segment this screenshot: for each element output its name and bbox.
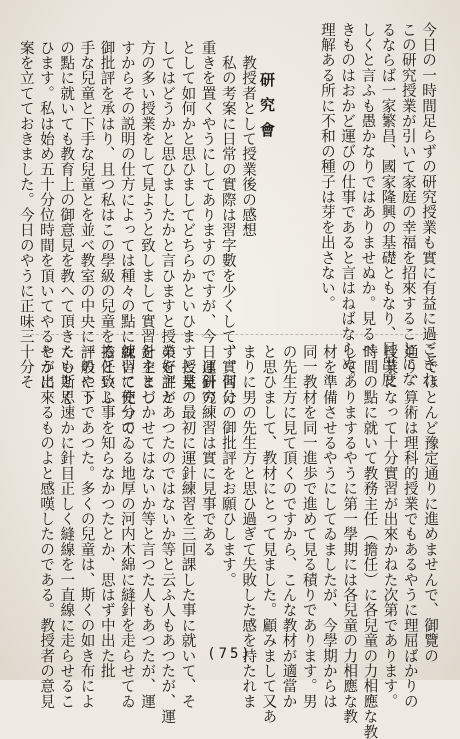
text-line: 授業になって十分實習が出來かねた次第であります。 bbox=[381, 344, 399, 709]
text-line: きものはおかど運びの仕事であると言はねばならぬ。 bbox=[339, 22, 357, 387]
text-line: 時間の點に就いて教務主任（擔任）に各兒童の力相應な教 bbox=[361, 344, 379, 739]
text-line: と思ひまして、教材にとって見ました。顧みまして又あ bbox=[260, 344, 278, 724]
text-line: 重きを置くやうにしてありますのですが、今日は研究 bbox=[199, 40, 217, 405]
text-line: の先生方に見て頂くのですから、こんな教材が適當か bbox=[280, 344, 298, 709]
section-divider bbox=[26, 334, 438, 335]
text-line: すからその説明の仕方によっては種々の點に就いて充分の bbox=[118, 40, 136, 436]
text-line: 教授者として授業後の感想 bbox=[240, 40, 257, 238]
text-line: の點に就いても教育上の御意見を教へて頂きたいと思 bbox=[58, 40, 76, 405]
text-line: るといふ事を知らなかつたとか、思はず中出た批 bbox=[98, 344, 116, 679]
text-line: まりに男の先生方と思ひ過ぎて失敗した感を持たれま bbox=[240, 344, 258, 709]
text-line: 通り、算術は理科的授業でもあるやうに理屈ばかりの bbox=[401, 344, 419, 709]
section-heading: 研究會 bbox=[258, 72, 276, 147]
text-line: 今日の一時間足らずの研究授業も實に有益に過ごされ bbox=[420, 22, 437, 387]
top-left-text-column bbox=[17, 40, 258, 436]
text-line: 針をまづかせてはないか等と言つた人もあつたが、運 bbox=[139, 344, 157, 709]
text-line: の好評があつたのではないか等と云ふ人もあつたが、運 bbox=[159, 344, 177, 724]
top-right-text-column bbox=[278, 22, 438, 387]
text-line: とが出來るものよと感嘆したのである。教授者の意見 bbox=[38, 344, 56, 709]
text-line: してありまするやうに第一學期には各兒童の力相應な教 bbox=[341, 344, 359, 724]
page-number: (75) bbox=[207, 646, 253, 662]
text-line: 私の考案に日常の實際は習字數を少くして、實習に bbox=[219, 40, 237, 405]
text-line: してはどうかと思ひましたかと言ひますと授業を主と bbox=[159, 40, 177, 405]
text-line: るならば一家繁昌、國家隆興の基礎ともなり、目出度 bbox=[379, 22, 397, 387]
text-line: 御批評を承はり、且つ私はこの學級の兒童を擔任致し bbox=[98, 40, 116, 405]
text-line: 材を準備させるやうにしてゐましたが、今學期からは bbox=[320, 344, 338, 709]
text-line: す。何分の御批評をお願ひします。 bbox=[219, 344, 237, 588]
text-line: 評のやうであつた。多くの兒童は、斯くの如き布によ bbox=[78, 344, 96, 709]
text-line: ひます。私は始め五十分位時間を頂いてやるやうに bbox=[37, 40, 55, 390]
text-line: 案を立てておきました。今日のやうに正味三十分そ bbox=[17, 40, 35, 390]
text-line: 同一教材を同一進歩で進めて見る積りであります。男 bbox=[300, 344, 318, 709]
text-line: 理解ある所に不和の種子は芽を出さない。 bbox=[318, 22, 336, 311]
text-line: 方の多い授業をして見ようと致しまして實習を主とし bbox=[138, 40, 156, 405]
text-line: 練習に使つてゐる地厚の河内木綿に縫針を走らせてゐ bbox=[118, 344, 136, 709]
text-line: として如何かと思ひましてどちらかといひますと見 bbox=[179, 40, 197, 390]
text-line: 運針の練習は實に見事である bbox=[199, 344, 217, 557]
text-line: くも斯く速かに針目正しく縫線を一直線に走らせるこ bbox=[58, 344, 76, 709]
text-line: 手な兒童と下手な兒童とを並べ教室の中央に一般に下 bbox=[78, 40, 96, 405]
text-line: しくと言ふも愚かなりではありませぬか。見るべ bbox=[359, 22, 377, 357]
text-line: 授業の最初に運針練習を三回課した事に就いて、そ bbox=[179, 344, 197, 709]
text-line: この研究授業が引いて家庭の幸福を招來することにな bbox=[399, 22, 417, 387]
text-line: こでほとんど豫定通りに進めませんで、御覽の bbox=[422, 344, 439, 664]
